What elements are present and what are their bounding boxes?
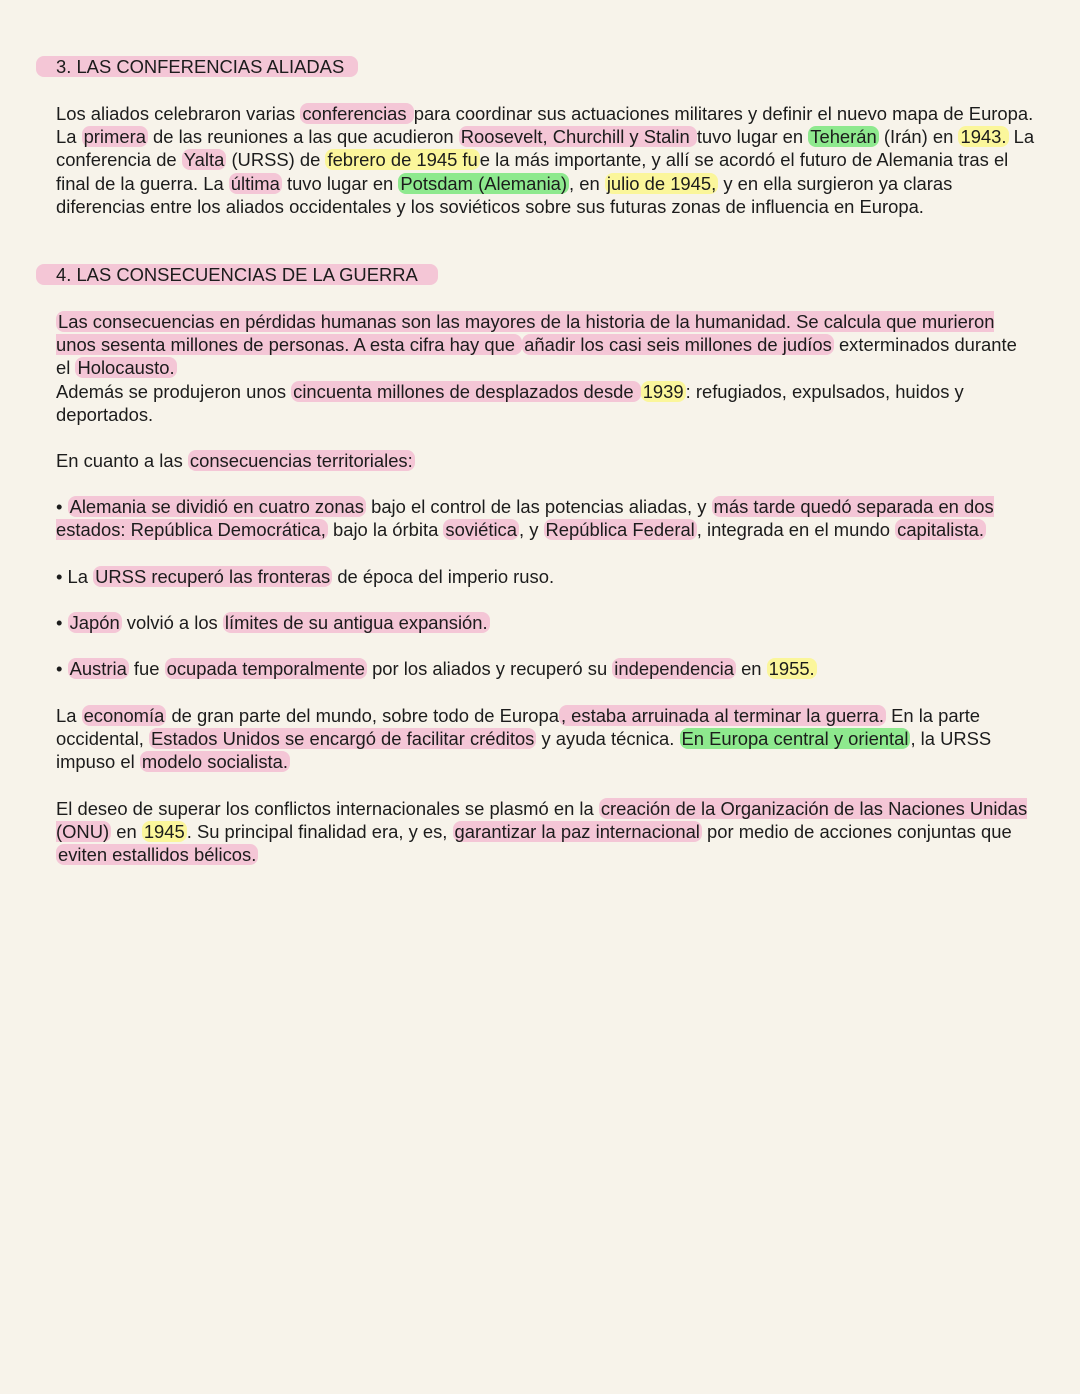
bullet-urss: • La URSS recuperó las fronteras de época del imperio ruso.	[56, 566, 555, 587]
bullet-austria: • Austria fue ocupada temporalmente por los aliados y recuperó su independencia en 1955.	[56, 658, 815, 679]
paragraph-displaced: Además se produjeron unos cincuenta millones de desplazados desde 1939 : refugiados, expulsados, huidos y deportados.	[56, 381, 964, 426]
paragraph-economy: La economía de gran parte del mundo, sobre todo de Europa , estaba arruinada al terminar la guerra. En la parte occidental, Estados Unidos se encargó de facilitar créditos y ayuda técnica. En Europa central y oriental , la URSS impuso el modelo socialista.	[56, 705, 992, 773]
paragraph-onu: El deseo de superar los conflictos internacionales se plasmó en la creación de la Organización de las Naciones Unidas (ONU) en 1945 . Su principal finalidad era, y es, garantizar la paz internacional por medio de acciones conjuntas que eviten estallidos bélicos.	[56, 798, 1028, 866]
paragraph-conferences: Los aliados celebraron varias conferencias para coordinar sus actuaciones militares y definir el nuevo mapa de Europa. La primera de las reuniones a las que acudieron Roosevelt, Churchill y Stalin tuvo lugar en Teherán (Irán) en 1943. La conferencia de Yalta (URSS) de febrero de 1945 fu e la más importante, y allí se acordó el futuro de Alemania tras el final de la guerra. La última tuvo lugar en Potsdam (Alemania) , en julio de 1945, y en ella surgieron ya claras diferencias entre los aliados occidentales y los soviéticos sobre sus futuras zonas de influencia en Europa.	[56, 103, 1035, 217]
bullet-japan: • Japón volvió a los límites de su antigua expansión.	[56, 612, 488, 633]
paragraph-territorial-intro: En cuanto a las consecuencias territoriales:	[56, 450, 413, 471]
section-3-heading	[56, 55, 1036, 79]
section-4-title: 4. LAS CONSECUENCIAS DE LA GUERRA	[36, 264, 438, 285]
bullet-germany: • Alemania se dividió en cuatro zonas bajo el control de las potencias aliadas, y más tarde quedó separada en dos estados: República Democrática, bajo la órbita soviética , y República Federal , integrada en el mundo capitalista.	[56, 496, 994, 541]
section-4-heading	[56, 263, 1036, 287]
paragraph-human-losses: Las consecuencias en pérdidas humanas son las mayores de la historia de la humanidad. Se calcula que murieron unos sesenta millones de personas. A esta cifra hay que añadir los casi seis millones de judíos exterminados durante el Holocausto.	[56, 311, 1017, 379]
section-3-title: 3. LAS CONFERENCIAS ALIADAS	[36, 56, 358, 77]
